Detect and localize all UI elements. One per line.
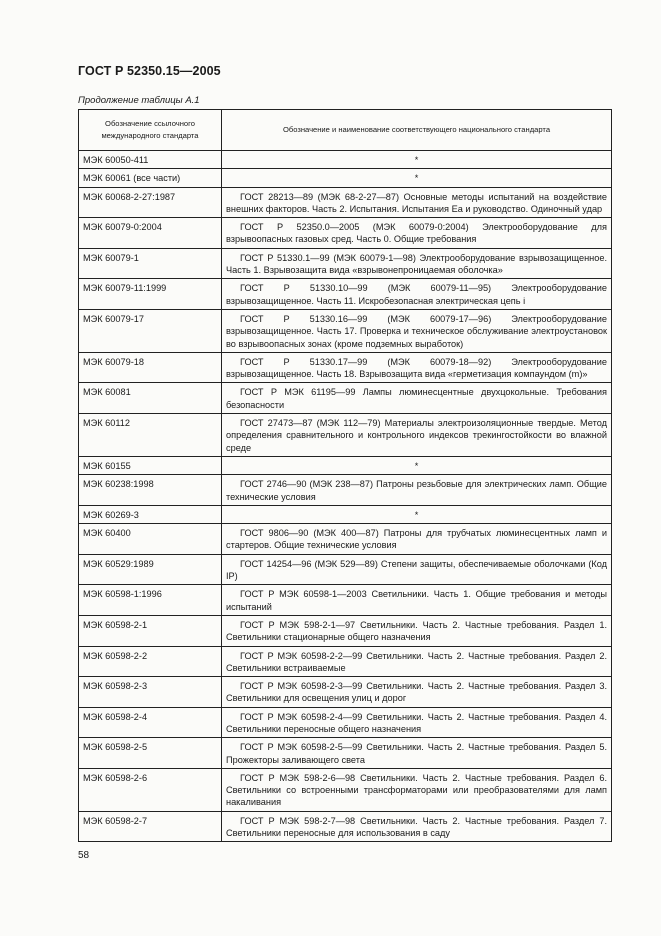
national-standard-desc: ГОСТ Р 51330.1—99 (МЭК 60079-1—98) Электрооборудование взрывозащищенное. Часть 1. Взрывозащита вида «взрывонепроницаемая оболочка» [222, 248, 612, 279]
international-standard-ref: МЭК 60081 [79, 383, 222, 414]
international-standard-ref: МЭК 60598-2-2 [79, 646, 222, 677]
table-row [79, 383, 612, 414]
national-standard-desc: ГОСТ Р МЭК 60598-2-5—99 Светильники. Часть 2. Частные требования. Раздел 5. Прожекторы заливающего света [222, 738, 612, 769]
column-header-international: Обозначение ссылочного международного стандарта [79, 110, 222, 151]
table-row [79, 615, 612, 646]
column-header-national: Обозначение и наименование соответствующего национального стандарта [222, 110, 612, 151]
table-row [79, 352, 612, 383]
table-row [79, 738, 612, 769]
national-standard-desc: * [222, 505, 612, 523]
table-row [79, 414, 612, 457]
international-standard-ref: МЭК 60155 [79, 456, 222, 474]
table-row [79, 475, 612, 506]
national-standard-desc: ГОСТ 2746—90 (МЭК 238—87) Патроны резьбовые для электрических ламп. Общие технические условия [222, 475, 612, 506]
international-standard-ref: МЭК 60068-2-27:1987 [79, 187, 222, 218]
international-standard-ref: МЭК 60598-2-4 [79, 707, 222, 738]
national-standard-desc: ГОСТ Р МЭК 60598-2-2—99 Светильники. Часть 2. Частные требования. Раздел 2. Светильники встраиваемые [222, 646, 612, 677]
international-standard-ref: МЭК 60079-0:2004 [79, 218, 222, 249]
international-standard-ref: МЭК 60598-1:1996 [79, 585, 222, 616]
national-standard-desc: * [222, 169, 612, 187]
international-standard-ref: МЭК 60598-2-6 [79, 768, 222, 811]
international-standard-ref: МЭК 60598-2-3 [79, 677, 222, 708]
table-row [79, 554, 612, 585]
standards-table [78, 109, 612, 842]
national-standard-desc: ГОСТ Р МЭК 60598-1—2003 Светильники. Часть 1. Общие требования и методы испытаний [222, 585, 612, 616]
national-standard-desc: ГОСТ Р МЭК 598-2-6—98 Светильники. Часть 2. Частные требования. Раздел 6. Светильники со встроенными трансформаторами или преобразователями для ламп накаливания [222, 768, 612, 811]
document-header: ГОСТ Р 52350.15—2005 [78, 64, 221, 78]
national-standard-desc: ГОСТ Р 51330.16—99 (МЭК 60079-17—96) Электрооборудование взрывозащищенное. Часть 17. Проверка и техническое обслуживание электроустановок во взрывоопасных зонах (кроме подземных выработок) [222, 309, 612, 352]
page-number: 58 [78, 850, 90, 861]
international-standard-ref: МЭК 60269-3 [79, 505, 222, 523]
international-standard-ref: МЭК 60079-18 [79, 352, 222, 383]
national-standard-desc: ГОСТ 14254—96 (МЭК 529—89) Степени защиты, обеспечиваемые оболочками (Код IP) [222, 554, 612, 585]
international-standard-ref: МЭК 60112 [79, 414, 222, 457]
international-standard-ref: МЭК 60598-2-7 [79, 811, 222, 842]
table-row [79, 456, 612, 474]
national-standard-desc: ГОСТ Р МЭК 60598-2-4—99 Светильники. Часть 2. Частные требования. Раздел 4. Светильники переносные общего назначения [222, 707, 612, 738]
international-standard-ref: МЭК 60061 (все части) [79, 169, 222, 187]
table-row [79, 151, 612, 169]
table-row [79, 524, 612, 555]
table-body [79, 151, 612, 842]
table-row [79, 585, 612, 616]
table-row [79, 309, 612, 352]
national-standard-desc: ГОСТ Р МЭК 60598-2-3—99 Светильники. Часть 2. Частные требования. Раздел 3. Светильники для освещения улиц и дорог [222, 677, 612, 708]
table-row [79, 187, 612, 218]
table-row [79, 677, 612, 708]
international-standard-ref: МЭК 60079-11:1999 [79, 279, 222, 310]
national-standard-desc: ГОСТ Р МЭК 598-2-7—98 Светильники. Часть 2. Частные требования. Раздел 7. Светильники переносные для использования в саду [222, 811, 612, 842]
national-standard-desc: ГОСТ 28213—89 (МЭК 68-2-27—87) Основные методы испытаний на воздействие внешних факторов. Часть 2. Испытания. Испытания Еа и руководство. Одиночный удар [222, 187, 612, 218]
national-standard-desc: ГОСТ Р МЭК 61195—99 Лампы люминесцентные двухцокольные. Требования безопасности [222, 383, 612, 414]
international-standard-ref: МЭК 60238:1998 [79, 475, 222, 506]
table-row [79, 707, 612, 738]
national-standard-desc: ГОСТ 9806—90 (МЭК 400—87) Патроны для трубчатых люминесцентных ламп и стартеров. Общие технические условия [222, 524, 612, 555]
table-row [79, 169, 612, 187]
national-standard-desc: ГОСТ Р МЭК 598-2-1—97 Светильники. Часть 2. Частные требования. Раздел 1. Светильники стационарные общего назначения [222, 615, 612, 646]
international-standard-ref: МЭК 60598-2-1 [79, 615, 222, 646]
table-row [79, 218, 612, 249]
table-caption: Продолжение таблицы А.1 [78, 95, 200, 106]
international-standard-ref: МЭК 60079-1 [79, 248, 222, 279]
table-row [79, 811, 612, 842]
international-standard-ref: МЭК 60079-17 [79, 309, 222, 352]
national-standard-desc: ГОСТ Р 51330.10—99 (МЭК 60079-11—95) Электрооборудование взрывозащищенное. Часть 11. Искробезопасная электрическая цепь i [222, 279, 612, 310]
table-header-row [79, 110, 612, 151]
table-row [79, 505, 612, 523]
table-row [79, 248, 612, 279]
international-standard-ref: МЭК 60598-2-5 [79, 738, 222, 769]
national-standard-desc: ГОСТ Р 52350.0—2005 (МЭК 60079-0:2004) Электрооборудование для взрывоопасных газовых сред. Часть 0. Общие требования [222, 218, 612, 249]
national-standard-desc: * [222, 456, 612, 474]
national-standard-desc: ГОСТ Р 51330.17—99 (МЭК 60079-18—92) Электрооборудование взрывозащищенное. Часть 18. Взрывозащита вида «герметизация компаундом (m)» [222, 352, 612, 383]
table-row [79, 768, 612, 811]
table-row [79, 279, 612, 310]
international-standard-ref: МЭК 60050-411 [79, 151, 222, 169]
table-row [79, 646, 612, 677]
international-standard-ref: МЭК 60529:1989 [79, 554, 222, 585]
national-standard-desc: * [222, 151, 612, 169]
national-standard-desc: ГОСТ 27473—87 (МЭК 112—79) Материалы электроизоляционные твердые. Метод определения сравнительного и контрольного индексов трекингостойкости во влажной среде [222, 414, 612, 457]
international-standard-ref: МЭК 60400 [79, 524, 222, 555]
